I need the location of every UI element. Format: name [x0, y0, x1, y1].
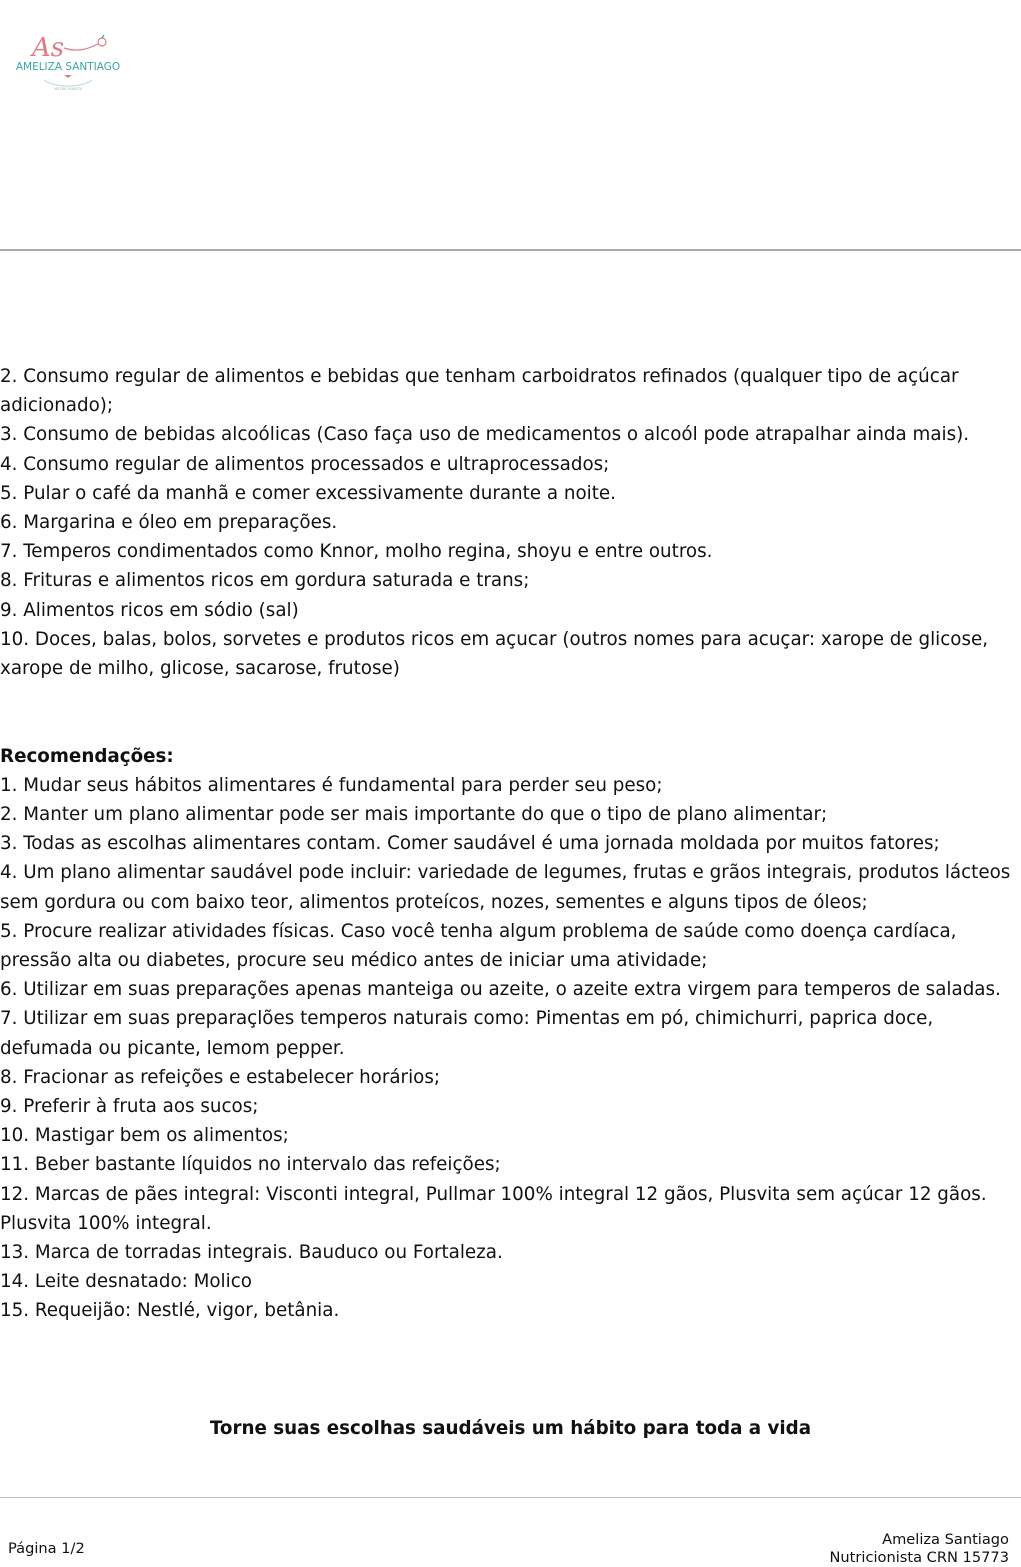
- brand-logo: [14, 30, 124, 92]
- list-item: 7. Temperos condimentados como Knnor, molho regina, shoyu e entre outros.: [0, 541, 713, 563]
- footer-signature: [830, 1531, 1009, 1567]
- list-item: 10. Doces, balas, bolos, sorvetes e produtos ricos em açucar (outros nomes para acuçar: xarope de glicose, xarope de milho, glicose, sacarose, frutose): [0, 628, 989, 680]
- logo-monogram: As: [32, 33, 65, 63]
- recommendations-heading: Recomendações:: [0, 745, 174, 767]
- list-item: 2. Consumo regular de alimentos e bebidas que tenham carboidratos refinados (qualquer tipo de açúcar adicionado);: [0, 366, 959, 417]
- list-item: 10. Mastigar bem os alimentos;: [0, 1125, 289, 1147]
- list-item: 9. Alimentos ricos em sódio (sal): [0, 599, 299, 621]
- list-item: 8. Fracionar as refeições e estabelecer horários;: [0, 1066, 441, 1088]
- author-name: Ameliza Santiago: [882, 1531, 1009, 1548]
- list-item: 3. Todas as escolhas alimentares contam. Comer saudável é uma jornada moldada por muitos fatores;: [0, 833, 940, 855]
- list-item: 3. Consumo de bebidas alcoólicas (Caso faça uso de medicamentos o alcoól pode atrapalhar ainda mais).: [0, 424, 970, 446]
- recommendations-section: [0, 742, 1015, 1326]
- list-item: 6. Margarina e óleo em preparações.: [0, 512, 338, 534]
- author-title: Nutricionista CRN 15773: [829, 1549, 1009, 1566]
- list-item: 2. Manter um plano alimentar pode ser mais importante do que o tipo de plano alimentar;: [0, 804, 828, 826]
- list-item: 6. Utilizar em suas preparações apenas manteiga ou azeite, o azeite extra virgem para temperos de saladas.: [0, 979, 1001, 1001]
- footer-divider: [0, 1497, 1021, 1498]
- list-item: 5. Procure realizar atividades físicas. Caso você tenha algum problema de saúde como doença cardíaca, pressão alta ou diabetes, procure seu médico antes de iniciar uma atividade;: [0, 920, 957, 972]
- apple-icon: [98, 38, 106, 46]
- list-item: 7. Utilizar em suas preparaçlões temperos naturais como: Pimentas em pó, chimichurri, paprica doce, defumada ou picante, lemom pepper.: [0, 1008, 934, 1059]
- list-item: 14. Leite desnatado: Molico: [0, 1271, 252, 1293]
- logo-name: AMELIZA SANTIAGO: [15, 61, 121, 73]
- header-divider: [0, 249, 1021, 251]
- closing-message: Torne suas escolhas saudáveis um hábito para toda a vida: [209, 1418, 812, 1439]
- logo-subtitle: NUTRICIONISTA: [54, 87, 82, 91]
- list-item: 9. Preferir à fruta aos sucos;: [0, 1096, 259, 1118]
- list-item: 12. Marcas de pães integral: Visconti integral, Pullmar 100% integral 12 gãos, Plusvita sem açúcar 12 gãos. Plusvita 100% integral.: [0, 1183, 987, 1234]
- list-item: 4. Um plano alimentar saudável pode incluir: variedade de legumes, frutas e grãos integrais, produtos lácteos sem gordura ou com baixo teor, alimentos proteícos, nozes, sementes e alguns tipos de óleos;: [0, 862, 1011, 913]
- avoid-list: [0, 362, 1015, 683]
- document-body: [0, 362, 1015, 1326]
- list-item: 15. Requeijão: Nestlé, vigor, betânia.: [0, 1300, 340, 1322]
- list-item: 13. Marca de torradas integrais. Bauduco ou Fortaleza.: [0, 1242, 503, 1264]
- page-number: Página 1/2: [8, 1540, 85, 1557]
- list-item: 1. Mudar seus hábitos alimentares é fundamental para perder seu peso;: [0, 774, 663, 796]
- list-item: 11. Beber bastante líquidos no intervalo das refeições;: [0, 1154, 501, 1176]
- list-item: 8. Frituras e alimentos ricos em gordura saturada e trans;: [0, 570, 530, 592]
- list-item: 5. Pular o café da manhã e comer excessivamente durante a noite.: [0, 482, 616, 504]
- list-item: 4. Consumo regular de alimentos processados e ultraprocessados;: [0, 453, 610, 475]
